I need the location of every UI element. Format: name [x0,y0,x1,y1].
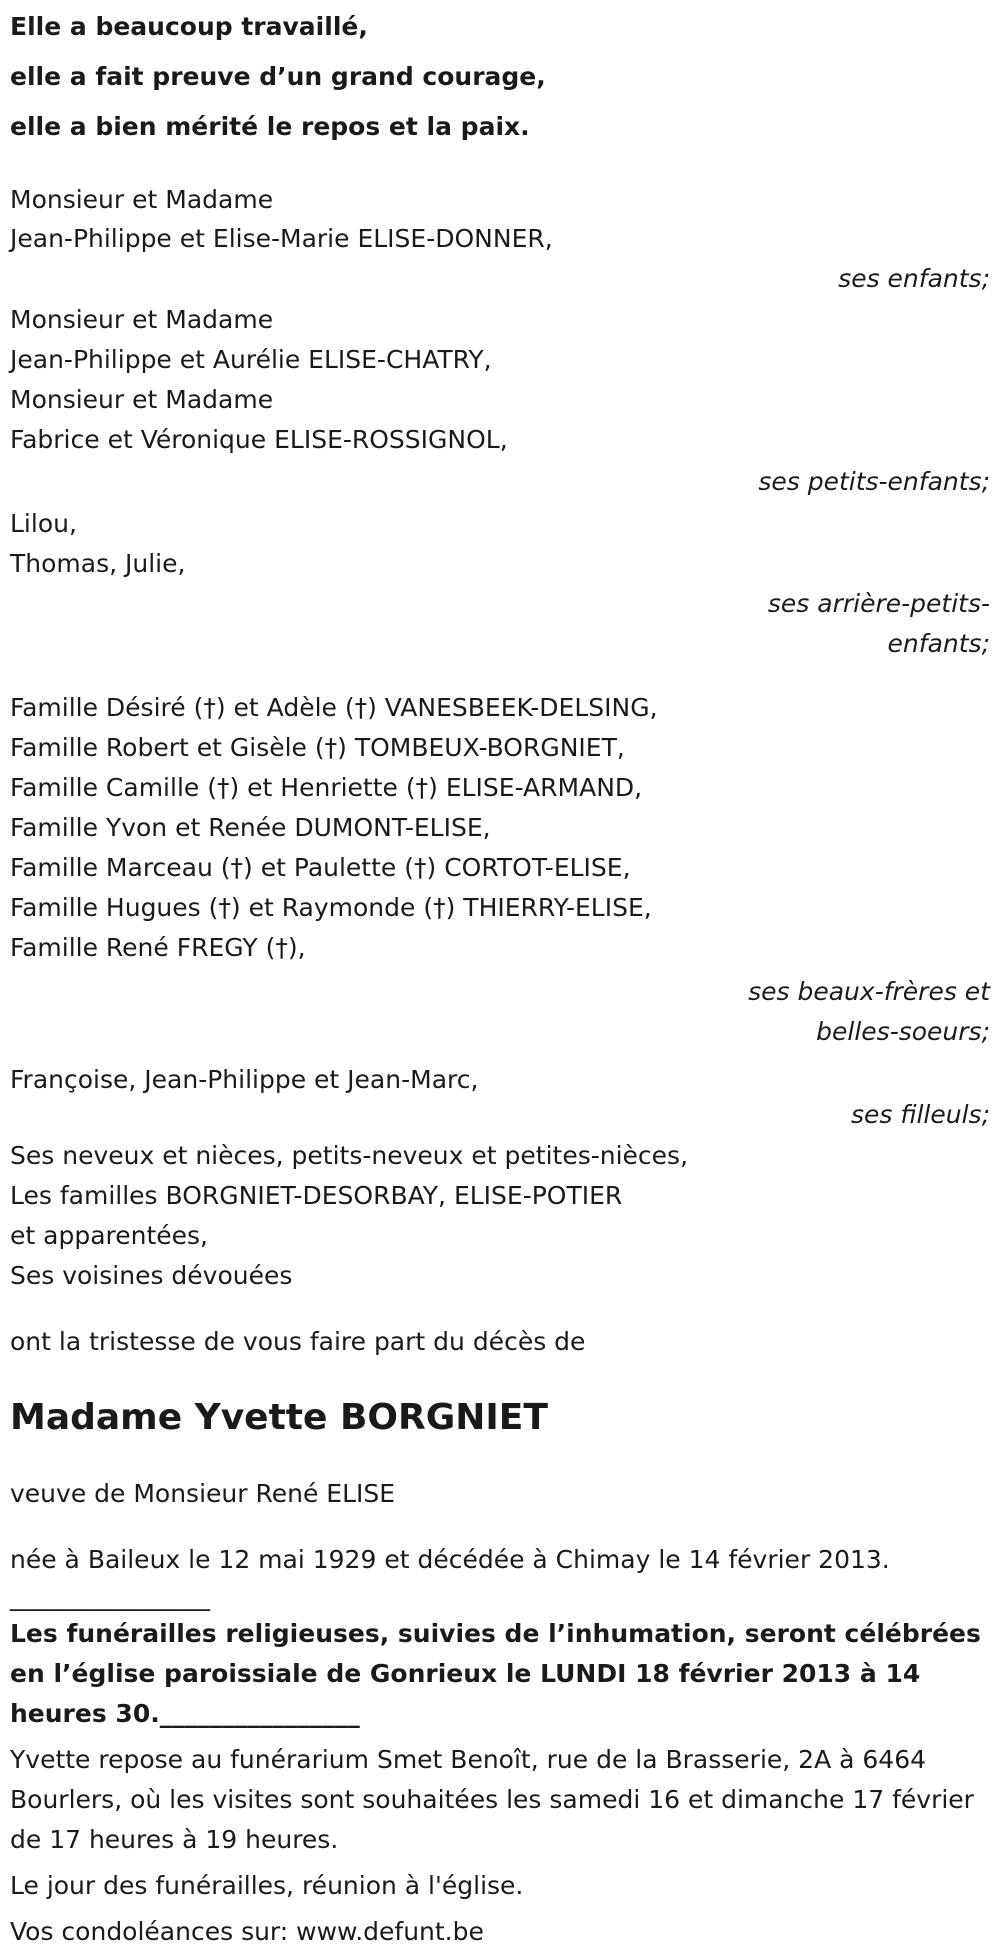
family-line: Monsieur et Madame [10,305,274,334]
intro-verse [10,0,988,152]
family-line: Thomas, Julie, [10,549,186,578]
relation-label: ses enfants; [838,264,990,293]
great-grandchildren-block [10,504,988,664]
godchildren-block [10,1060,988,1130]
family-line: Lilou, [10,509,77,538]
grandchildren-block [10,300,988,504]
family-line: Ses voisines dévouées [10,1261,293,1290]
family-line: et apparentées, [10,1221,208,1250]
family-line: Ses neveux et nièces, petits-neveux et petites-nièces, [10,1141,689,1170]
announcement-text: ont la tristesse de vous faire part du décès de [10,1327,586,1356]
children-block [10,180,988,300]
funerarium-details: Yvette repose au funérarium Smet Benoît, rue de la Brasserie, 2A à 6464 Bourlers, où les visites sont souhaitées les samedi 16 et dimanche 17 février de 17 heures à 19 heures. [10,1745,974,1854]
deceased-name: Madame Yvette BORGNIET [10,1397,548,1438]
relation-label: ses petits-enfants; [758,467,990,496]
relation-label: ses beaux-frères et belles-soeurs; [748,977,990,1046]
family-line: Françoise, Jean-Philippe et Jean-Marc, [10,1065,479,1094]
relation-label: ses arrière-petits-enfants; [767,589,990,658]
family-line: Famille Camille (†) et Henriette (†) ELISE-ARMAND, [10,773,643,802]
condolences-text: Vos condoléances sur: www.defunt.be [10,1917,484,1946]
family-line: Famille Robert et Gisèle (†) TOMBEUX-BORGNIET, [10,733,625,762]
family-line: Monsieur et Madame [10,185,274,214]
intro-line: Elle a beaucoup travaillé, [10,12,368,41]
widow-of-text: veuve de Monsieur René ELISE [10,1479,396,1508]
family-line: Monsieur et Madame [10,385,274,414]
funeral-details: Les funérailles religieuses, suivies de l’inhumation, seront célébrées en l’église paroissiale de Gonrieux le LUNDI 18 février 2013 à 14 heures 30.________________ [10,1619,981,1728]
family-line: Fabrice et Véronique ELISE-ROSSIGNOL, [10,425,508,454]
relation-label: ses filleuls; [850,1100,990,1129]
other-relatives-block [10,1136,988,1296]
separator-line: ________________ [10,1582,210,1611]
birth-death-text: née à Baileux le 12 mai 1929 et décédée à Chimay le 14 février 2013. [10,1545,890,1574]
meeting-details: Le jour des funérailles, réunion à l'église. [10,1871,524,1900]
family-line: Jean-Philippe et Aurélie ELISE-CHATRY, [10,345,492,374]
family-line: Famille Hugues (†) et Raymonde (†) THIERRY-ELISE, [10,893,652,922]
intro-line: elle a bien mérité le repos et la paix. [10,112,530,141]
family-line: Les familles BORGNIET-DESORBAY, ELISE-POTIER [10,1181,623,1210]
family-line: Famille René FREGY (†), [10,933,306,962]
intro-line: elle a fait preuve d’un grand courage, [10,62,546,91]
family-line: Famille Yvon et Renée DUMONT-ELISE, [10,813,491,842]
family-line: Jean-Philippe et Elise-Marie ELISE-DONNER, [10,224,553,253]
family-line: Famille Marceau (†) et Paulette (†) CORTOT-ELISE, [10,853,631,882]
family-line: Famille Désiré (†) et Adèle (†) VANESBEEK-DELSING, [10,693,658,722]
in-laws-block [10,688,988,1052]
